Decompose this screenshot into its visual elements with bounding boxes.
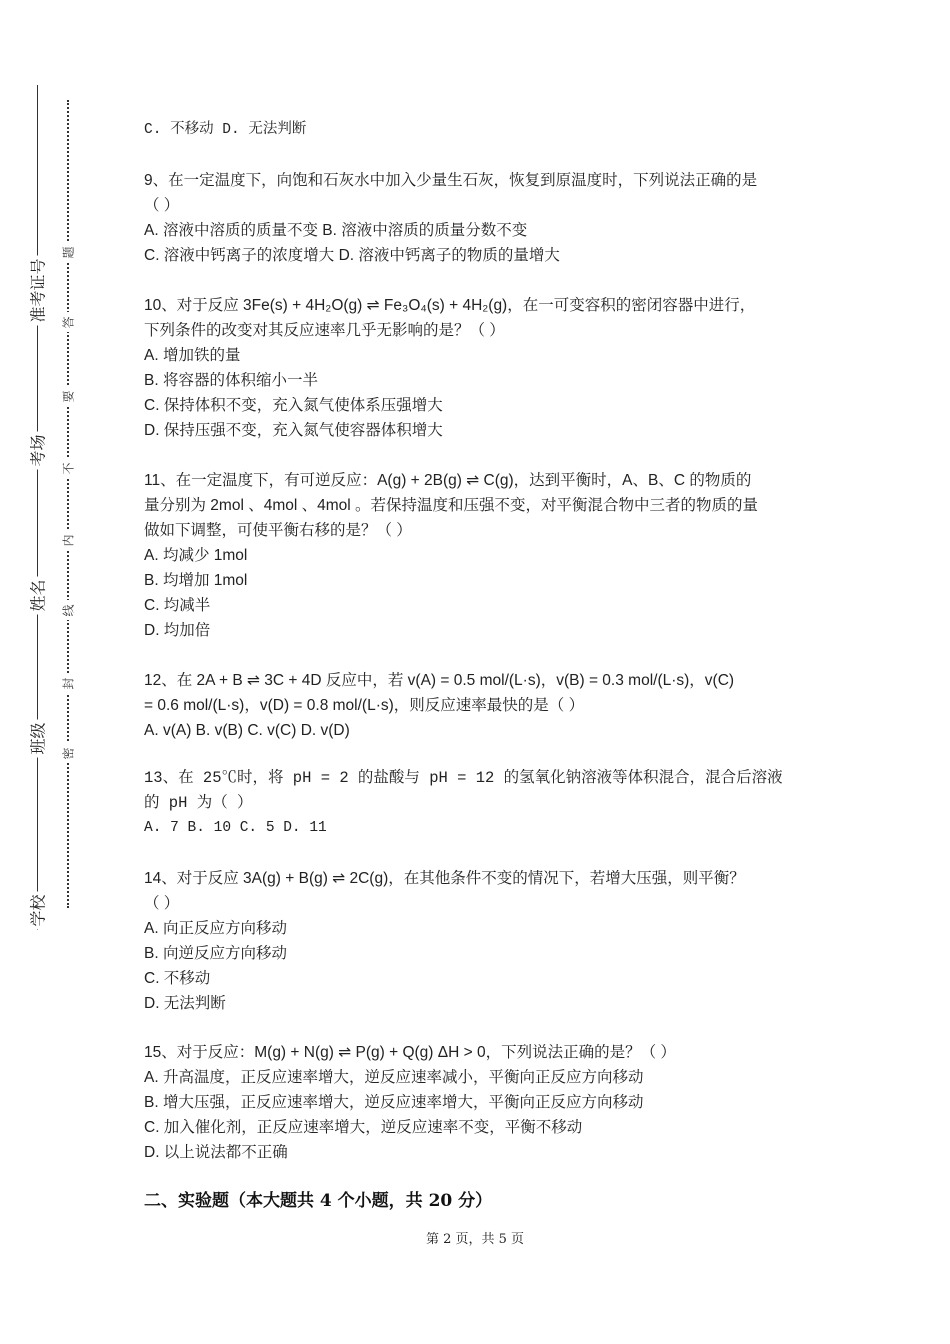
field-class: 班级 — [20, 708, 54, 768]
field-exam-number: 准考证号 — [20, 255, 54, 325]
q9-options: C. 溶液中钙离子的浓度增大 D. 溶液中钙离子的物质的量增大 — [144, 247, 560, 264]
q9-stem: 9、在一定温度下，向饱和石灰水中加入少量生石灰，恢复到原温度时，下列说法正确的是 — [144, 172, 758, 189]
section-2-title: 二、实验题（本大题共 4 个小题，共 20 分） — [144, 1191, 493, 1211]
q12-stem-cont: = 0.6 mol/(L·s)，v(D) = 0.8 mol/(L·s)，则反应速率最快的是（ ） — [144, 697, 585, 714]
q13-stem-cont: 的 pH 为（ ） — [144, 794, 253, 812]
q11-stem-cont: 量分别为 2mol 、4mol 、4mol 。若保持温度和压强不变，对平衡混合物中三者的物质的量 — [144, 497, 759, 514]
binding-dotted-line — [67, 100, 69, 908]
q10-option-c: C. 保持体积不变，充入氮气使体系压强增大 — [144, 397, 443, 414]
q10-option-d: D. 保持压强不变，充入氮气使容器体积增大 — [144, 422, 443, 439]
field-exam-room: 考场 — [20, 420, 54, 480]
q11-option-d: D. 均加倍 — [144, 622, 211, 639]
page-footer: 第 2 页，共 5 页 — [425, 1232, 525, 1247]
q11-stem: 11、在一定温度下，有可逆反应：A(g) + 2B(g) ⇌ C(g)，达到平衡时，A、B、C 的物质的 — [144, 472, 752, 489]
q9-options: A. 溶液中溶质的质量不变 B. 溶液中溶质的质量分数不变 — [144, 222, 528, 239]
q15-option-a: A. 升高温度，正反应速率增大，逆反应速率减小，平衡向正反应方向移动 — [144, 1069, 644, 1086]
q8-options-tail: C. 不移动 D. 无法判断 — [144, 122, 307, 138]
seal-char: 密 — [58, 743, 78, 763]
seal-char: 封 — [58, 673, 78, 693]
q10-option-b: B. 将容器的体积缩小一半 — [144, 372, 318, 389]
q13-stem: 13、在 25℃时，将 pH = 2 的盐酸与 pH = 12 的氢氧化钠溶液等体积混合，混合后溶液 — [144, 769, 783, 787]
q13-options: A. 7 B. 10 C. 5 D. 11 — [144, 820, 327, 836]
field-school: 学校 — [20, 880, 54, 940]
q15-stem: 15、对于反应：M(g) + N(g) ⇌ P(g) + Q(g) ΔH > 0，下列说法正确的是？（ ） — [144, 1044, 676, 1061]
q14-option-b: B. 向逆反应方向移动 — [144, 945, 287, 962]
seal-char: 线 — [58, 600, 78, 620]
q12-stem: 12、在 2A + B ⇌ 3C + 4D 反应中，若 v(A) = 0.5 mol/(L·s)，v(B) = 0.3 mol/(L·s)，v(C) — [144, 672, 735, 689]
q14-stem: 14、对于反应 3A(g) + B(g) ⇌ 2C(g)，在其他条件不变的情况下，若增大压强，则平衡？ — [144, 870, 745, 887]
q15-option-c: C. 加入催化剂，正反应速率增大，逆反应速率不变，平衡不移动 — [144, 1119, 583, 1136]
q14-option-d: D. 无法判断 — [144, 995, 226, 1012]
seal-char: 题 — [58, 242, 78, 262]
binding-solid-line — [37, 85, 38, 930]
q14-stem-cont: （ ） — [144, 895, 180, 912]
q11-stem-cont: 做如下调整，可使平衡右移的是？（ ） — [144, 522, 412, 539]
seal-char: 不 — [58, 458, 78, 478]
q10-stem-cont: 下列条件的改变对其反应速率几乎无影响的是？（ ） — [144, 322, 505, 339]
binding-margin — [0, 0, 110, 1344]
q12-options: A. v(A) B. v(B) C. v(C) D. v(D) — [144, 722, 350, 739]
q14-option-a: A. 向正反应方向移动 — [144, 920, 287, 937]
seal-char: 要 — [58, 386, 78, 406]
field-name: 姓名 — [20, 565, 54, 625]
q15-option-b: B. 增大压强，正反应速率增大，逆反应速率增大，平衡向正反应方向移动 — [144, 1094, 644, 1111]
seal-char: 内 — [58, 530, 78, 550]
q11-option-b: B. 均增加 1mol — [144, 572, 248, 589]
q11-option-c: C. 均减半 — [144, 597, 211, 614]
q15-option-d: D. 以上说法都不正确 — [144, 1144, 288, 1161]
seal-char: 答 — [58, 312, 78, 332]
q10-stem: 10、对于反应 3Fe(s) + 4H₂O(g) ⇌ Fe₃O₄(s) + 4H₂(g)，在一可变容积的密闭容器中进行， — [144, 297, 756, 314]
q14-option-c: C. 不移动 — [144, 970, 211, 987]
q9-stem-cont: （ ） — [144, 197, 180, 214]
q11-option-a: A. 均减少 1mol — [144, 547, 248, 564]
q10-option-a: A. 增加铁的量 — [144, 347, 241, 364]
